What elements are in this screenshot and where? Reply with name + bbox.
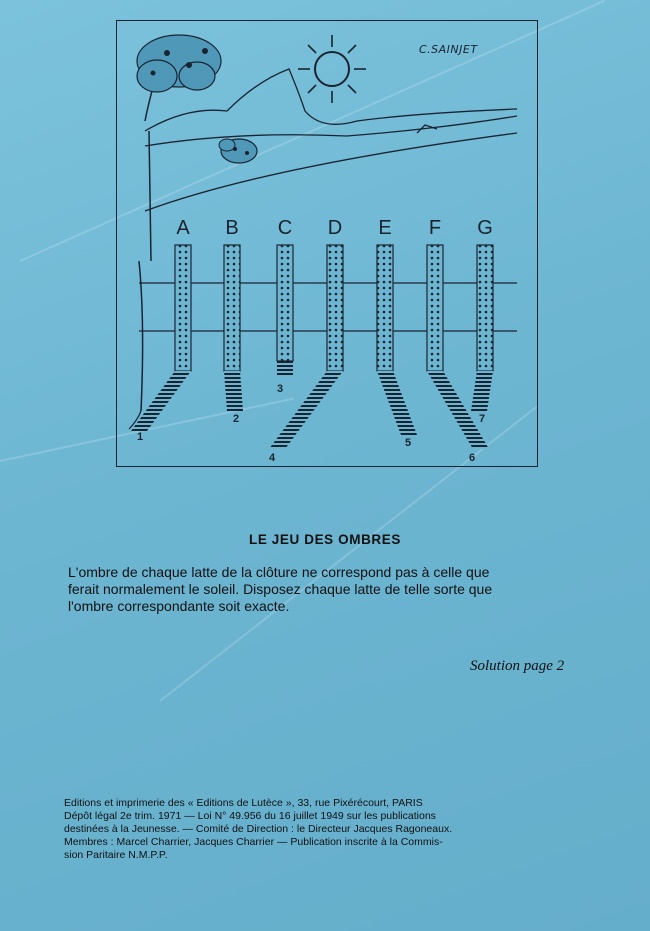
shadow-3 (277, 361, 293, 377)
shadow-label-1: 1 (137, 431, 144, 443)
slat-label-f: F (428, 217, 442, 239)
shadow-label-5: 5 (405, 437, 412, 449)
shadow-label-2: 2 (233, 413, 240, 425)
slat-c (277, 245, 293, 361)
slat-e (377, 245, 393, 371)
slat-shadows (131, 361, 493, 449)
slat-label-e: E (378, 217, 392, 239)
imprint-line: Editions et imprimerie des « Editions de Lutèce », 33, rue Pixérécourt, PARIS (64, 797, 423, 809)
imprint-line: Membres : Marcel Charrier, Jacques Charrier — Publication inscrite à la Commis- (64, 836, 443, 848)
shadow-label-4: 4 (269, 452, 276, 464)
slat-label-d: D (327, 217, 343, 239)
shadow-2 (224, 371, 243, 411)
imprint-line: Dépôt légal 2e trim. 1971 — Loi N° 49.956 du 16 juillet 1949 sur les publications (64, 810, 436, 822)
fence-drawing (117, 21, 537, 466)
slat-b (224, 245, 240, 371)
slat-label-c: C (277, 217, 293, 239)
bush-icon (219, 139, 257, 163)
shadow-5 (377, 371, 417, 435)
shadow-label-7: 7 (479, 413, 486, 425)
slat-label-a: A (176, 217, 190, 239)
slat-label-g: G (477, 217, 493, 239)
instruction-line: l'ombre correspondante soit exacte. (68, 598, 290, 614)
solution-reference: Solution page 2 (470, 658, 565, 674)
shadow-puzzle-illustration (116, 20, 538, 467)
publisher-imprint (64, 797, 584, 862)
instruction-line: L'ombre de chaque latte de la clôture ne correspond pas à celle que (68, 564, 490, 580)
shadow-7 (471, 371, 493, 411)
shadow-1 (131, 371, 191, 431)
slat-label-b: B (225, 217, 239, 239)
slat-a (175, 245, 191, 371)
imprint-line: destinées à la Jeunesse. — Comité de Direction : le Directeur Jacques Ragoneaux. (64, 823, 453, 835)
sun-icon (298, 35, 366, 103)
fence-slats (175, 245, 493, 371)
slat-f (427, 245, 443, 371)
slat-g (477, 245, 493, 371)
shadow-label-3: 3 (277, 383, 284, 395)
shadow-label-6: 6 (469, 452, 476, 464)
puzzle-instructions (68, 564, 584, 615)
puzzle-title: LE JEU DES OMBRES (249, 532, 401, 547)
artist-signature: C.SAINJET (419, 43, 478, 56)
instruction-line: ferait normalement le soleil. Disposez chaque latte de telle sorte que (68, 581, 493, 597)
slat-d (327, 245, 343, 371)
imprint-line: sion Paritaire N.M.P.P. (64, 849, 168, 861)
